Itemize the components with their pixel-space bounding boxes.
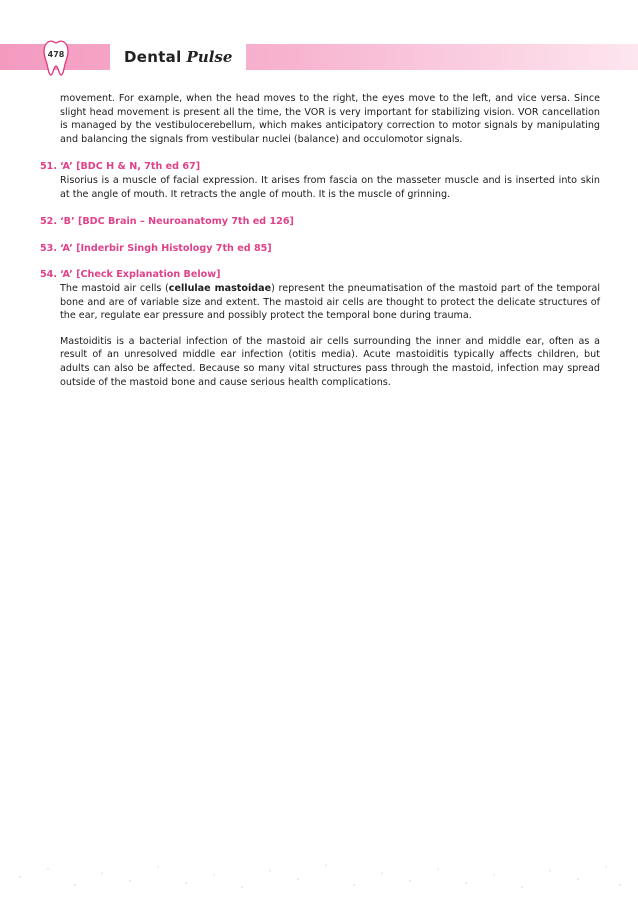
answer-52 bbox=[40, 215, 600, 229]
text-segment: ) represent the pneumatisation of the mastoid part of the temporal bone and are of variable size and extent. The mastoid air cells are thought to protect the delicate structures of the ear, regulate ear pressure and possibly protect the temporal bone during trauma. bbox=[60, 282, 600, 322]
answer-heading bbox=[40, 242, 600, 256]
answer-reference: ‘A’ [BDC H & N, 7th ed 67] bbox=[60, 161, 201, 173]
answer-number: 54. bbox=[40, 269, 57, 281]
answer-number: 53. bbox=[40, 242, 57, 254]
title-pulse: Pulse bbox=[186, 48, 233, 66]
answer-text-continued: Mastoiditis is a bacterial infection of the mastoid air cells surrounding the inner and middle ear, often as a result of an unresolved middle ear infection (otitis media). Acute mastoiditis typically affects children, but adults can also be affected. Because so many vital structures pass through the mastoid, infection may spread outside of the mastoid bone and cause serious health complications. bbox=[60, 335, 600, 388]
answer-heading bbox=[40, 160, 600, 174]
running-title bbox=[110, 44, 246, 70]
answer-number: 51. bbox=[40, 161, 57, 173]
answer-heading bbox=[40, 215, 600, 229]
page-number: 478 bbox=[47, 50, 65, 59]
page-content bbox=[40, 92, 600, 389]
answer-54 bbox=[40, 268, 600, 389]
answer-text bbox=[60, 282, 600, 323]
continuation-paragraph: movement. For example, when the head moves to the right, the eyes move to the left, and vice versa. Since slight head movement is present all the time, the VOR is very important for stabilizing vision. VOR cancellation is managed by the vestibulocerebellum, which makes anticipatory correction to motor signals by manipulating and balancing the signals from vestibular nuclei (balance) and occulomotor signals. bbox=[60, 93, 600, 145]
scan-speckle bbox=[0, 855, 638, 895]
bold-term: cellulae mastoidae bbox=[168, 282, 272, 294]
text-segment: The mastoid air cells ( bbox=[60, 282, 169, 294]
title-dental: Dental bbox=[124, 48, 182, 66]
answer-text: Risorius is a muscle of facial expression. It arises from fascia on the masseter muscle and is inserted into skin at the angle of mouth. It retracts the angle of mouth. It is the muscle of grinning. bbox=[60, 174, 600, 200]
answer-heading bbox=[40, 268, 600, 282]
answer-53 bbox=[40, 242, 600, 256]
answer-reference: ‘A’ [Check Explanation Below] bbox=[60, 269, 221, 281]
header-band bbox=[0, 44, 638, 70]
answer-reference: ‘B’ [BDC Brain – Neuroanatomy 7th ed 126] bbox=[60, 216, 294, 228]
answer-number: 52. bbox=[40, 216, 57, 228]
answer-51 bbox=[40, 160, 600, 201]
answer-reference: ‘A’ [Inderbir Singh Histology 7th ed 85] bbox=[60, 242, 272, 254]
